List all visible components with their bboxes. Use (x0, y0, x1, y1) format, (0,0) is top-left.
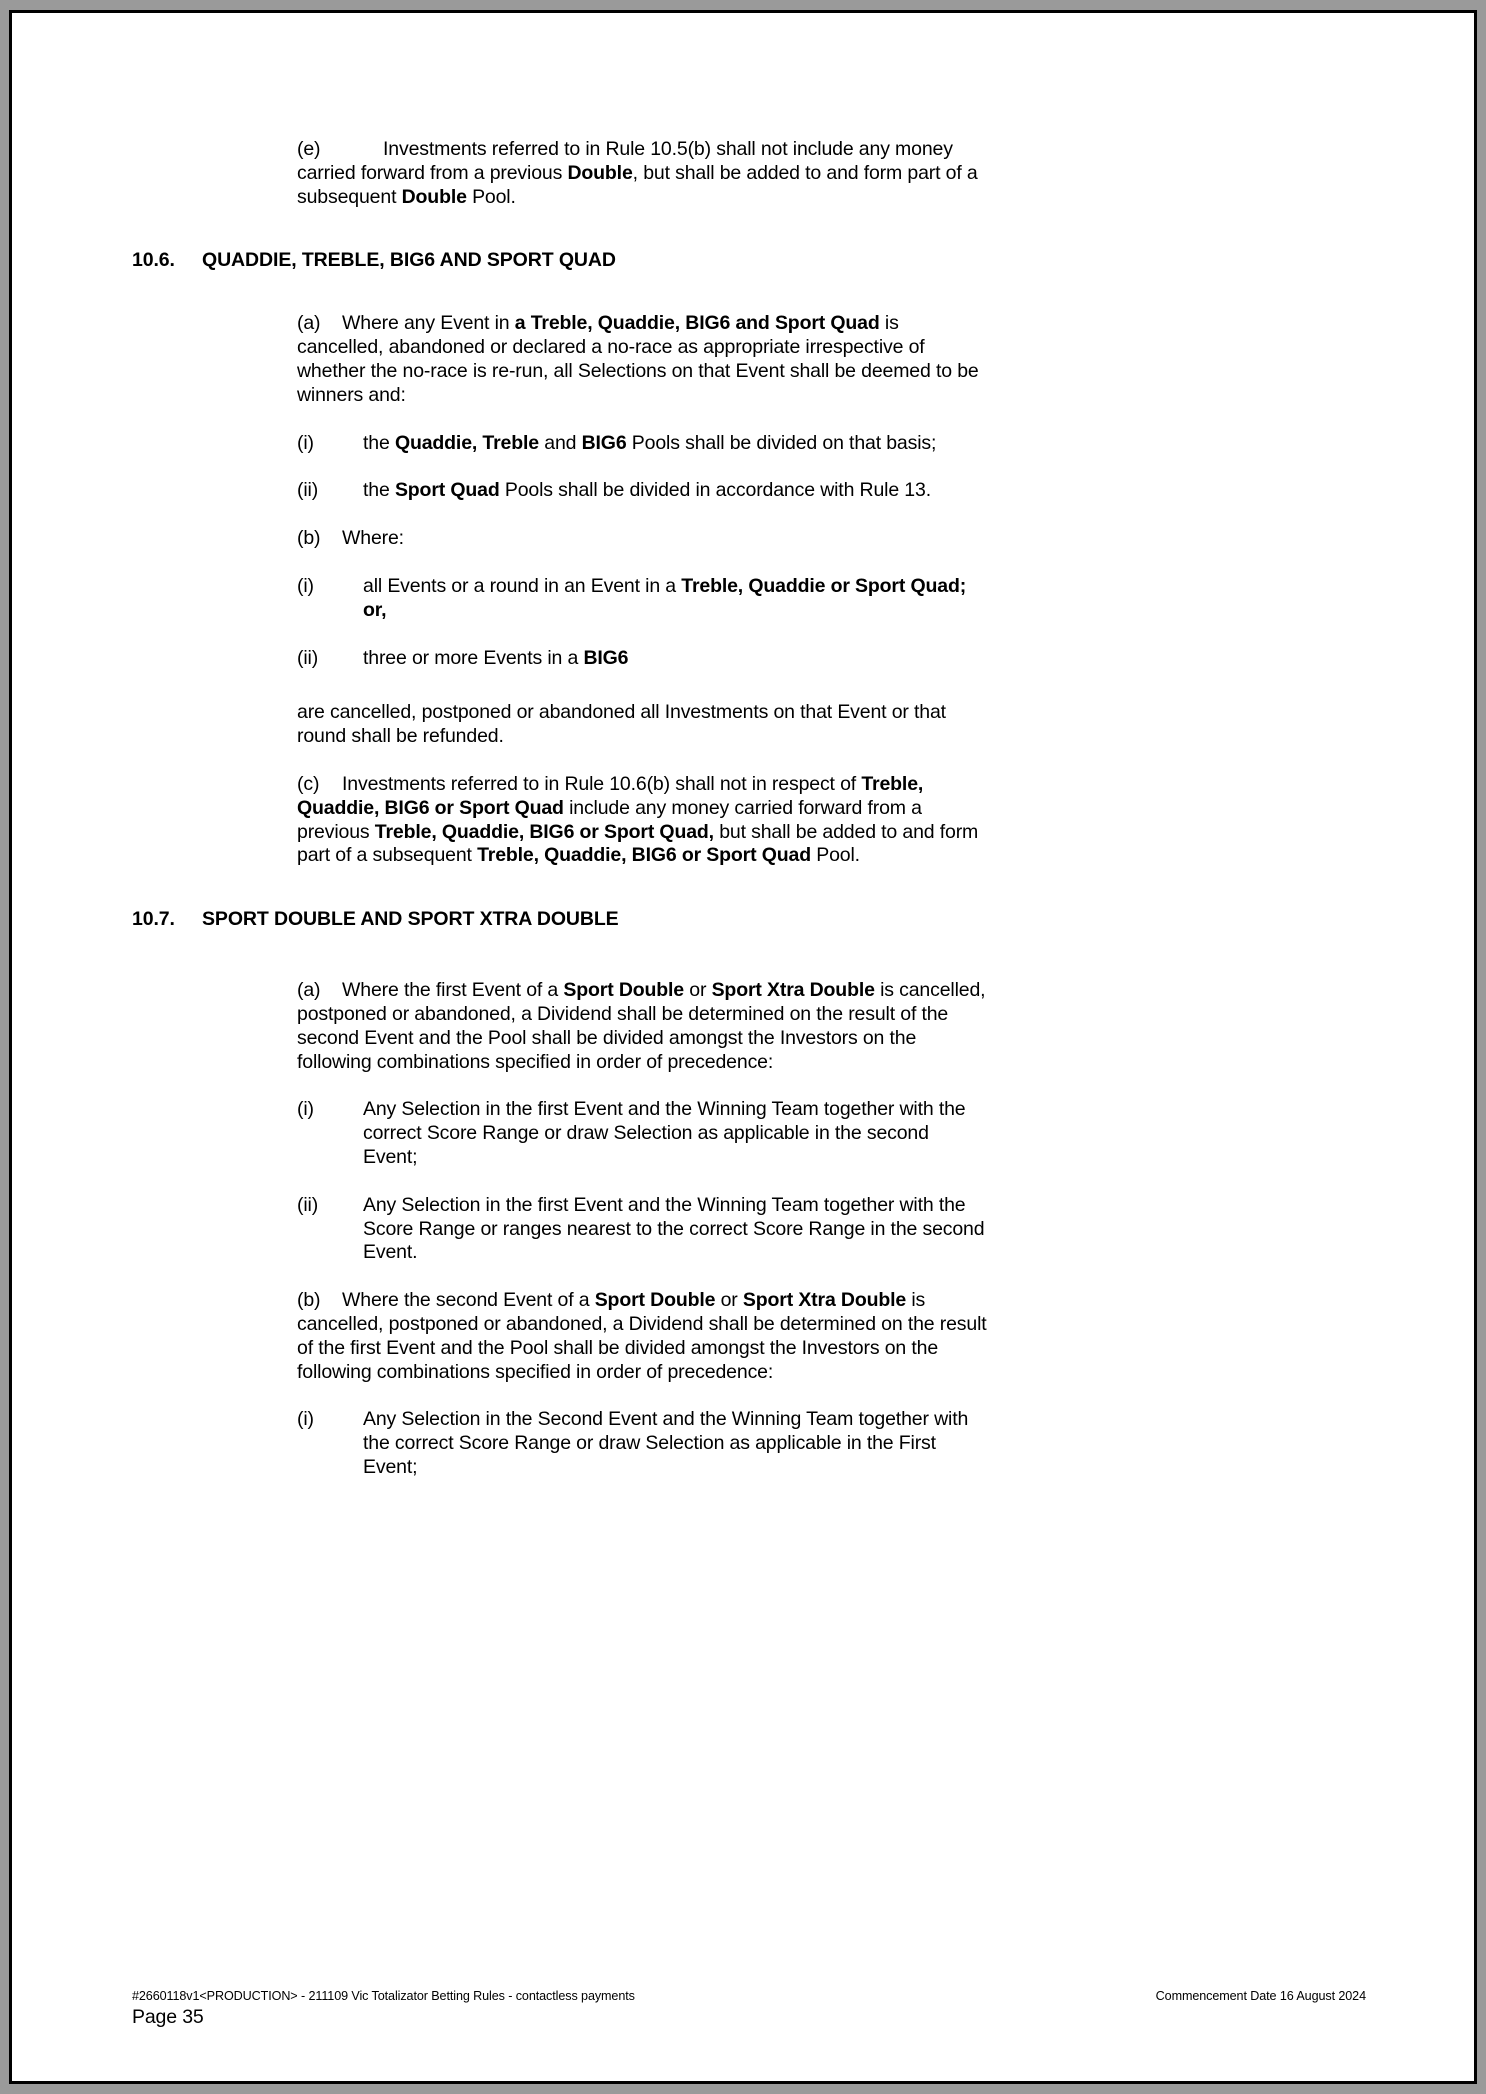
paragraph-label-b: (b) (297, 1289, 321, 1312)
page-number: Page 35 (132, 2006, 204, 2028)
document-body (12, 13, 1474, 1480)
paragraph-10-6-b-ii-text-1: three or more Events in a (363, 646, 584, 669)
paragraph-10-6-a (297, 312, 987, 407)
paragraph-10-6-b-i (297, 575, 987, 623)
paragraph-10-6-a-text-2: is cancelled, abandoned or declared a no-race as appropriate irrespective of whether the no-race is re-run, all Selections on that Event shall be deemed to be winners and: (297, 312, 979, 406)
footer-row (132, 1989, 1374, 2003)
paragraph-10-6-b-tail (297, 701, 987, 749)
paragraph-10-6-a-text-1: Where any Event in (342, 312, 515, 335)
paragraph-10-5-e-text-1: Investments referred to in Rule 10.5(b) shall not include any money carried forward from a previous (297, 138, 953, 184)
paragraph-10-7-b-text-2: or (715, 1289, 743, 1312)
paragraph-10-6-a-ii-text-2: Pools shall be divided in accordance with Rule 13. (499, 479, 931, 502)
spacer (132, 931, 1374, 979)
clause-heading-10-7 (132, 908, 1374, 931)
paragraph-10-6-b-text-1: Where: (342, 527, 404, 550)
paragraph-10-6-a-i-body (363, 432, 987, 456)
clause-heading-10-6 (132, 249, 1374, 272)
paragraph-10-6-c-bold-3: Treble, Quaddie, BIG6 or Sport Quad (477, 844, 811, 867)
spacer (132, 551, 1374, 575)
paragraph-10-6-c-bold-1: Treble, Quaddie, BIG6 or Sport Quad (297, 772, 924, 819)
spacer (132, 1265, 1374, 1289)
spacer (132, 1170, 1374, 1194)
paragraph-10-6-c-text-1: Investments referred to in Rule 10.6(b) shall not in respect of (342, 772, 862, 795)
paragraph-10-6-a-i-text-2: and (538, 431, 582, 454)
paragraph-10-6-a-i-text-3: Pools shall be divided on that basis; (626, 431, 937, 454)
spacer (132, 868, 1374, 908)
spacer (132, 503, 1374, 527)
footer-document-reference: #2660118v1<PRODUCTION> - 211109 Vic Totalizator Betting Rules - contactless payments (132, 1989, 635, 2003)
list-marker-ii: (ii) (297, 479, 319, 502)
paragraph-label-c: (c) (297, 772, 320, 795)
paragraph-10-6-a-ii (297, 479, 987, 503)
paragraph-10-7-a-bold-2: Sport Xtra Double (711, 979, 875, 1002)
paragraph-10-7-b-text-1: Where the second Event of a (342, 1289, 595, 1312)
spacer (132, 272, 1374, 312)
paragraph-10-5-e-bold-2: Double (401, 185, 467, 208)
paragraph-10-6-c-text-4: Pool. (810, 844, 860, 867)
spacer (132, 1384, 1374, 1408)
list-marker-i: (i) (297, 431, 314, 454)
paragraph-10-7-b-i (297, 1408, 987, 1479)
paragraph-10-6-b-i-bold-1: Treble, Quaddie or Sport Quad; or, (363, 574, 967, 621)
paragraph-label-a: (a) (297, 312, 321, 335)
paragraph-10-6-a-i-bold-2: BIG6 (581, 431, 627, 454)
paragraph-10-6-b-tail-text-1: are cancelled, postponed or abandoned all Investments on that Event or that round shall be refunded. (297, 701, 946, 748)
paragraph-10-6-b-ii-bold-1: BIG6 (583, 646, 629, 669)
paragraph-10-7-a-bold-1: Sport Double (563, 979, 684, 1002)
spacer (132, 670, 1374, 701)
paragraph-10-6-a-bold-1: a Treble, Quaddie, BIG6 and Sport Quad (514, 312, 880, 335)
paragraph-10-6-a-i-text-1: the (363, 431, 395, 454)
paragraph-10-6-a-i (297, 432, 987, 456)
list-marker-i: (i) (297, 1408, 314, 1431)
paragraph-10-7-a-i (297, 1098, 987, 1169)
paragraph-10-7-a-ii (297, 1194, 987, 1265)
paragraph-10-6-c (297, 773, 987, 868)
document-page (9, 10, 1477, 2084)
clause-number-10-7: 10.7. (132, 908, 175, 931)
paragraph-10-6-a-ii-bold-1: Sport Quad (394, 479, 500, 502)
spacer (132, 455, 1374, 479)
paragraph-label-e: (e) (297, 138, 321, 160)
paragraph-10-7-b-bold-2: Sport Xtra Double (742, 1289, 907, 1312)
list-marker-ii: (ii) (297, 1193, 319, 1216)
spacer (132, 1074, 1374, 1098)
paragraph-10-7-a-ii-body: Any Selection in the first Event and the Winning Team together with the Score Range or ranges nearest to the correct Score Range in the second Event. (363, 1193, 985, 1264)
paragraph-label-a: (a) (297, 979, 321, 1002)
paragraph-10-7-b-bold-1: Sport Double (594, 1289, 716, 1312)
clause-title-10-6: QUADDIE, TREBLE, BIG6 AND SPORT QUAD (202, 249, 616, 272)
paragraph-10-6-a-i-bold-1: Quaddie, Treble (394, 431, 539, 454)
paragraph-10-7-b-i-body: Any Selection in the Second Event and the Winning Team together with the correct Score Range or draw Selection as applicable in the First Event; (363, 1408, 969, 1478)
paragraph-10-5-e-bold-1: Double (567, 161, 633, 184)
paragraph-10-7-b-text-3: is cancelled, postponed or abandoned, a Dividend shall be determined on the result of the first Event and the Pool shall be divided amongst the Investors on the following combinations specified in order of precedence: (297, 1289, 987, 1383)
paragraph-10-6-a-ii-body (363, 479, 987, 503)
paragraph-10-6-c-text-2: include any money carried forward from a previous (297, 796, 922, 843)
page-footer (12, 1989, 1474, 2029)
paragraph-10-5-e-text-3: Pool. (466, 185, 516, 208)
list-marker-i: (i) (297, 574, 314, 597)
footer-commencement-date: Commencement Date 16 August 2024 (1155, 1989, 1366, 2003)
list-marker-i: (i) (297, 1098, 314, 1121)
paragraph-10-7-a (297, 979, 987, 1074)
paragraph-10-6-a-ii-text-1: the (363, 479, 395, 502)
paragraph-10-6-b-ii (297, 647, 987, 671)
paragraph-10-7-a-text-1: Where the first Event of a (342, 979, 564, 1002)
spacer (132, 623, 1374, 647)
paragraph-10-6-b-ii-body (363, 647, 987, 671)
paragraph-10-5-e (297, 138, 987, 209)
paragraph-10-6-b-i-text-1: all Events or a round in an Event in a (363, 574, 682, 597)
list-marker-ii: (ii) (297, 646, 319, 669)
spacer (132, 408, 1374, 432)
clause-title-10-7: SPORT DOUBLE AND SPORT XTRA DOUBLE (202, 908, 619, 931)
spacer (132, 749, 1374, 773)
paragraph-10-7-a-i-body: Any Selection in the first Event and the Winning Team together with the correct Score Range or draw Selection as applicable in the second Event; (363, 1098, 966, 1168)
spacer (132, 209, 1374, 249)
paragraph-10-7-a-text-2: or (684, 979, 712, 1002)
paragraph-10-6-b (297, 527, 987, 551)
clause-number-10-6: 10.6. (132, 249, 175, 272)
paragraph-10-6-c-bold-2: Treble, Quaddie, BIG6 or Sport Quad, (374, 820, 714, 843)
paragraph-label-b: (b) (297, 527, 321, 550)
paragraph-10-6-c-text-3: but shall be added to and form part of a subsequent (297, 820, 979, 867)
paragraph-10-7-b (297, 1289, 987, 1384)
paragraph-10-7-a-text-3: is cancelled, postponed or abandoned, a Dividend shall be determined on the result of the second Event and the Pool shall be divided amongst the Investors on the following combinations specified in order of precedence: (297, 979, 986, 1073)
paragraph-10-6-b-i-body (363, 575, 987, 623)
paragraph-10-5-e-text-2: , but shall be added to and form part of a subsequent (297, 161, 978, 208)
